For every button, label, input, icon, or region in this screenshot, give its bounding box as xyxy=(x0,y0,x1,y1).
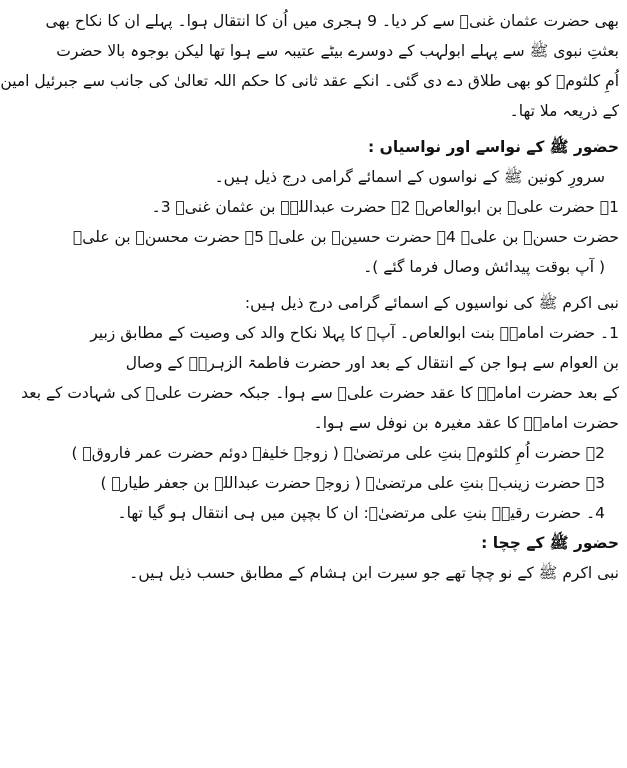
list-note: ( آپ بوقت پیدائش وصال فرما گئے )۔ xyxy=(363,258,605,276)
paragraph-line: بھی حضرت عثمان غنیؓ سے کر دیا۔ 9 ہجری میں اُن کا انتقال ہوا۔ پہلے ان کا نکاح بھی xyxy=(45,12,619,30)
list-item: 3۔ حضرت زینبؓ بنتِ علی مرتضیٰؓ ( زوجہ حضرت عبداللہ بن جعفر طیارؓ ) xyxy=(100,474,605,492)
list-item: 1۔ حضرت علیؓ بن ابوالعاصؓ 2۔ حضرت عبداللہؓ بن عثمان غنیؓ 3۔ xyxy=(151,198,619,216)
list-item: 1۔ حضرت امامہؓ بنت ابوالعاص۔ آپؓ کا پہلا نکاح والد کی وصیت کے مطابق زبیر xyxy=(90,324,619,342)
paragraph-line: بعثتِ نبوی ﷺ سے پہلے ابولہب کے دوسرے بیٹے عتیبہ سے ہوا تھا لیکن بوجوہ بالا حضرت xyxy=(56,42,619,60)
paragraph-line: بن العوام سے ہوا جن کے انتقال کے بعد اور حضرت فاطمۃ الزہرہؓ کے وصال xyxy=(125,354,619,372)
list-item: 2۔ حضرت اُمِ کلثومؓ بنتِ علی مرتضیٰؓ ( زوجہ خلیفہ دوئم حضرت عمر فاروقؓ ) xyxy=(71,444,605,462)
section-heading-uncles: حضور ﷺ کے چچا : xyxy=(481,534,619,552)
list-item: حضرت حسنؓ بن علیؓ 4۔ حضرت حسینؓ بن علیؓ 5۔ حضرت محسنؓ بن علیؓ xyxy=(72,228,619,246)
list-item: 4۔ حضرت رقیہؓ بنتِ علی مرتضیٰؓ: ان کا بچپن میں ہی انتقال ہو گیا تھا۔ xyxy=(117,504,605,522)
paragraph-line: نبی اکرم ﷺ کی نواسیوں کے اسمائے گرامی درج ذیل ہیں: xyxy=(244,294,619,312)
paragraph-line: حضرت امامہؓ کا عقد مغیرہ بن نوفل سے ہوا۔ xyxy=(313,414,619,432)
paragraph-line: کے ذریعہ ملا تھا۔ xyxy=(509,102,619,120)
section-heading-grandchildren: حضور ﷺ کے نواسے اور نواسیاں : xyxy=(368,138,619,156)
paragraph-line: اُمِ کلثومؓ کو بھی طلاق دے دی گئی۔ انکے عقد ثانی کا حکم اللہ تعالیٰ کی جانب سے جبرئیل امین xyxy=(0,72,619,90)
paragraph-line: کے بعد حضرت امامہؓ کا عقد حضرت علیؓ سے ہوا۔ جبکہ حضرت علیؓ کی شہادت کے بعد xyxy=(21,384,619,402)
paragraph-line: سرورِ کونین ﷺ کے نواسوں کے اسمائے گرامی درج ذیل ہیں۔ xyxy=(214,168,605,186)
paragraph-line: نبی اکرم ﷺ کے نو چچا تھے جو سیرت ابن ہشام کے مطابق حسب ذیل ہیں۔ xyxy=(129,564,619,582)
